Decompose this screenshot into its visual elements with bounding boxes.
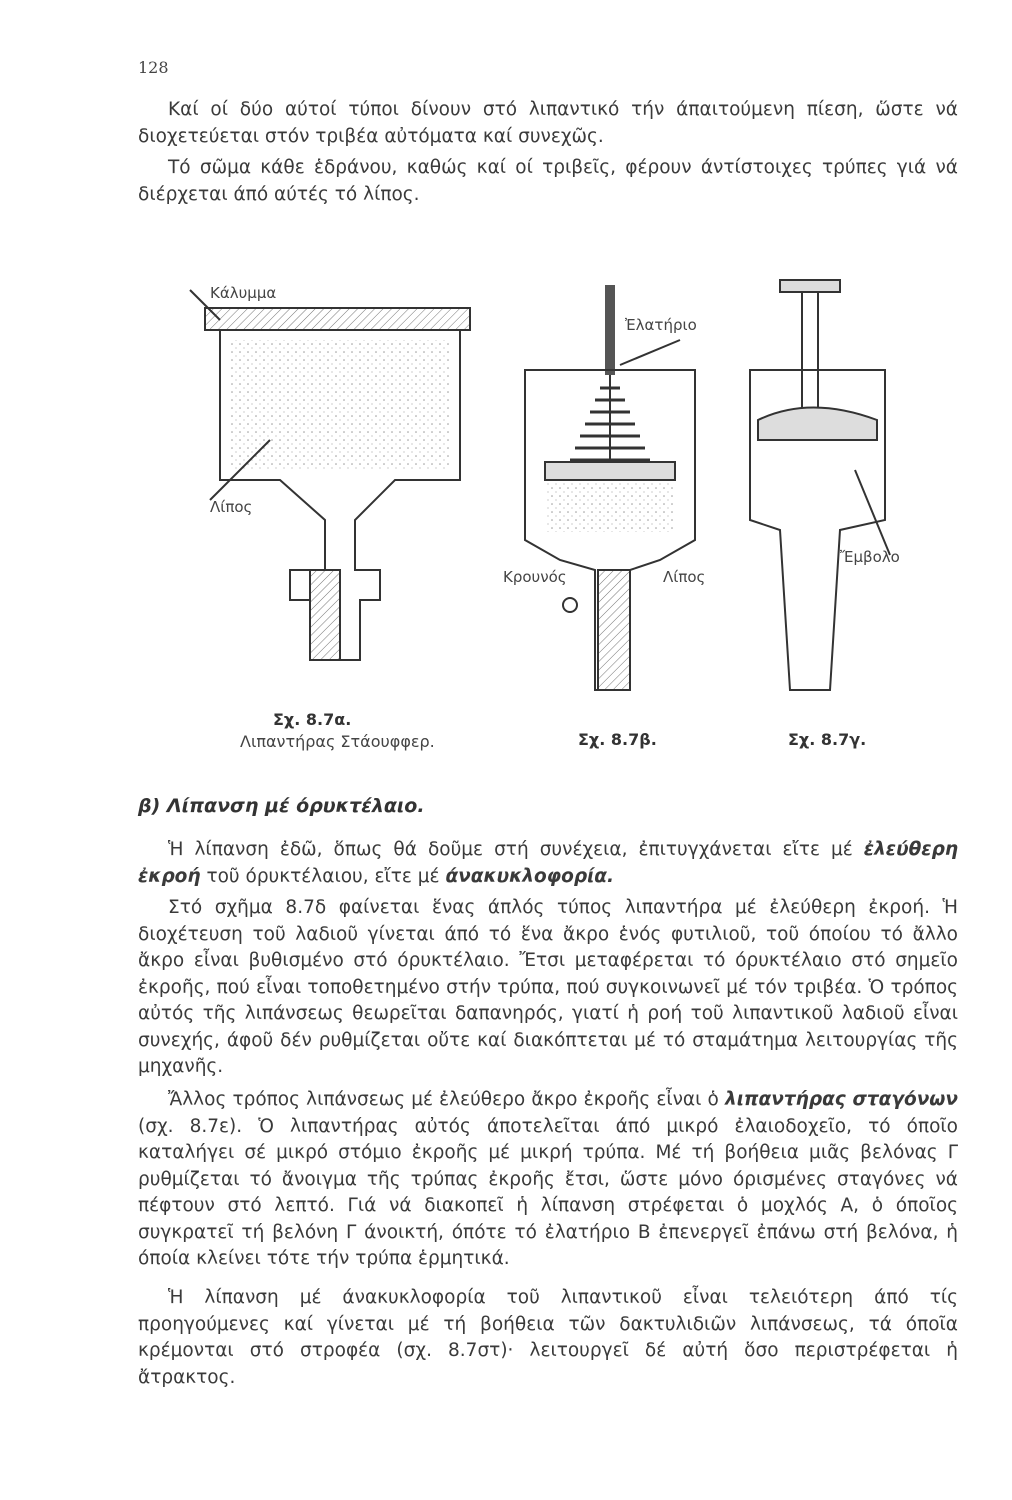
- figure-a-cover: [205, 308, 470, 330]
- caption-a-title: Λιπαντήρας Στάουφφερ.: [240, 732, 435, 751]
- figure-b-piston: [545, 462, 675, 480]
- section-paragraph-2: Στό σχῆμα 8.7δ φαίνεται ἕνας άπλός τύπος λιπαντήρα μέ ἐλεύθερη ἐκροή. Ἡ διοχέτευση τοῦ λαδιοῦ γίνεται άπό τό ἕνα ἄκρο ἑνός φυτιλιοῦ, τοῦ όποίου τό ἄλλο ἄκρο εἶναι βυθισμένο στό όρυκτέλαιο. Ἔτσι μεταφέρεται τό όρυκτέλαιο στό σημεῖο ἐκροῆς, πού εἶναι τοποθετημένο στήν τρύπα, πού συγκοινωνεῖ μέ τόν τριβέα. Ὁ τρόπος αὐτός τῆς λιπάνσεως θεωρεῖται δαπανηρός, γιατί ἡ ροή τοῦ λιπαντικοῦ λαδιοῦ εἶναι συνεχής, άφοῦ δέν ρυθμίζεται οὔτε καί διακόπτεται μέ τό σταμάτημα λειτουργίας τῆς μηχανῆς.: [138, 897, 958, 1077]
- figure-b-spring: [570, 388, 650, 460]
- caption-c-number: Σχ. 8.7γ.: [788, 730, 867, 749]
- intro-paragraph-2: Τό σῶμα κάθε ἑδράνου, καθώς καί οί τριβεῖς, φέρουν άντίστοιχες τρύπες γιά νά διέρχεται άπό αύτές τό λίπος.: [138, 157, 958, 205]
- label-grease-b: Λίπος: [663, 568, 706, 586]
- figure-a-grease: [230, 340, 450, 470]
- figure-c-rod: [802, 292, 818, 412]
- figures-area: [150, 270, 950, 750]
- caption-a-number: Σχ. 8.7α.: [273, 710, 352, 729]
- section-p1-emphasis-1: ἐλεύθερη ἐκροή: [138, 839, 958, 887]
- page-number: 128: [138, 58, 169, 77]
- figure-c-handle: [780, 280, 840, 292]
- figures-drawing: [150, 270, 950, 750]
- caption-b-number: Σχ. 8.7β.: [578, 730, 657, 749]
- section-paragraph-4: Ἡ λίπανση μέ άνακυκλοφορία τοῦ λιπαντικοῦ εἶναι τελειότερη άπό τίς προηγούμενες καί γίνεται μέ τή βοήθεια τῶν δακτυλιδιῶν λιπάνσεως, τά όποῖα κρέμονται στό στροφέα (σχ. 8.7στ)· λειτουργεῖ δέ αὐτή ὅσο περιστρέφεται ἡ ἄτρακτος.: [138, 1287, 958, 1388]
- figure-b-tap: [563, 598, 577, 612]
- section-paragraph-1: [138, 837, 958, 890]
- section-p3-text-a: Ἄλλος τρόπος λιπάνσεως μέ ἐλεύθερο ἄκρο ἐκροῆς εἶναι ὁ: [168, 1089, 725, 1110]
- section-p3-emphasis: λιπαντήρας σταγόνων: [725, 1089, 958, 1110]
- section-p1-text-a: Ἡ λίπανση ἐδῶ, ὅπως θά δοῦμε στή συνέχεια, ἐπιτυγχάνεται εἴτε μέ: [168, 839, 864, 860]
- section-paragraph-3: [138, 1087, 958, 1273]
- label-spring: Ἐλατήριο: [625, 316, 697, 334]
- intro-paragraph-1: Καί οί δύο αύτοί τύποι δίνουν στό λιπαντικό τήν άπαιτούμενη πίεση, ὥστε νά διοχετεύεται στόν τριβέα αὐτόματα καί συνεχῶς.: [138, 99, 958, 147]
- label-cover: Κάλυμμα: [210, 284, 277, 302]
- section-p1-text-b: τοῦ όρυκτέλαιου, εἴτε μέ: [200, 865, 446, 887]
- figure-c-piston: [758, 408, 877, 441]
- figure-b-spring-lubricator: [525, 285, 695, 690]
- figure-a-stem: [310, 570, 340, 660]
- figure-b-grease: [545, 482, 675, 532]
- label-tap: Κρουνός: [503, 568, 567, 586]
- figure-c-piston-lubricator: [750, 280, 890, 690]
- section-p1-emphasis-2: άνακυκλοφορία.: [445, 865, 615, 887]
- section-p3-text-b: (σχ. 8.7ε). Ὁ λιπαντήρας αὐτός άποτελεῖται άπό μικρό ἐλαιοδοχεῖο, τό όποῖο καταλήγει σέ μικρό στόμιο ἐκροῆς μέ μικρή τρύπα. Μέ τή βοήθεια μιᾶς βελόνας Γ ρυθμίζεται τό ἄνοιγμα τῆς τρύπας ἐκροῆς ἔτσι, ὥστε μόνο όρισμένες σταγόνες νά πέφτουν στό λεπτό. Γιά νά διακοπεῖ ἡ λίπανση στρέφεται ὁ μοχλός Α, ὁ όποῖος συγκρατεῖ τή βελόνη Γ άνοικτή, όπότε τό ἐλατήριο Β ἐπενεργεῖ ἐπάνω στή βελόνα, ἡ όποία κλείνει τότε τήν τρύπα ἑρμητικά.: [138, 1115, 958, 1269]
- label-piston: Ἔμβολο: [840, 548, 900, 566]
- label-grease-a: Λίπος: [210, 498, 253, 516]
- section-heading: β) Λίπανση μέ όρυκτέλαιο.: [138, 795, 425, 817]
- figure-b-stem: [598, 570, 630, 690]
- figure-a-stauffer-lubricator: [190, 290, 470, 660]
